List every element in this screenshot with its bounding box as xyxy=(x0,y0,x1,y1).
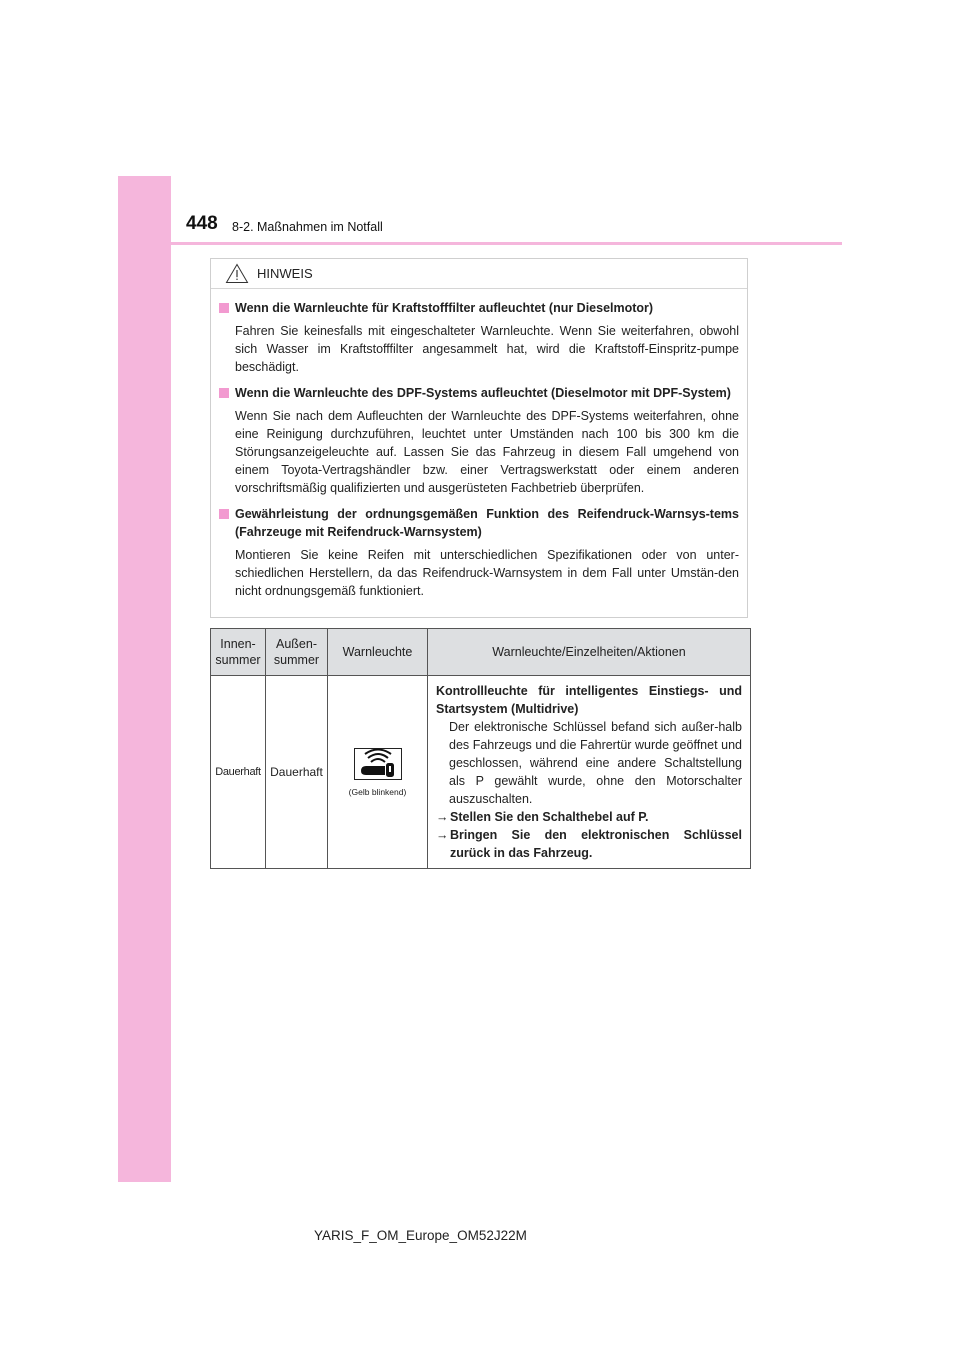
notice-item-text: Fahren Sie keinesfalls mit eingeschalteter Warnleuchte. Wenn Sie weiterfahren, obwohl sich Wasser im Kraftstofffilter angesammelt hat, wird die Kraftstoff-Einspritz-pumpe beschädigt. xyxy=(235,324,739,374)
table-header-row xyxy=(211,629,751,676)
table-row xyxy=(211,676,751,869)
square-bullet-icon xyxy=(219,509,229,519)
cell-inner-buzzer: Dauerhaft xyxy=(211,676,266,869)
notice-item-title: Gewährleistung der ordnungsgemäßen Funktion des Reifendruck-Warnsys-tems (Fahrzeuge mit Reifendruck-Warnsystem) xyxy=(219,505,739,541)
notice-item-title: Wenn die Warnleuchte des DPF-Systems aufleuchtet (Dieselmotor mit DPF-System) xyxy=(219,384,739,402)
page-number: 448 xyxy=(186,213,218,234)
notice-item-title: Wenn die Warnleuchte für Kraftstofffilter aufleuchtet (nur Dieselmotor) xyxy=(219,299,739,317)
square-bullet-icon xyxy=(219,388,229,398)
light-title: Kontrollleuchte für intelligentes Einstiegs- und Startsystem (Multidrive) xyxy=(436,684,742,716)
arrow-right-icon: → xyxy=(436,828,449,842)
notice-title: HINWEIS xyxy=(257,266,313,281)
cell-details-actions xyxy=(428,676,751,869)
notice-item-text: Montieren Sie keine Reifen mit unterschiedlichen Spezifikationen oder von unter-schiedlichen Herstellern, da das Reifendruck-Warnsystem in dem Fall unter Umstän-den nicht ordnungsgemäß funktioniert. xyxy=(235,548,739,598)
notice-header xyxy=(211,259,747,289)
header-divider xyxy=(171,242,842,245)
icon-caption: (Gelb blinkend) xyxy=(348,786,407,797)
cell-outer-buzzer: Dauerhaft xyxy=(266,676,328,869)
header-outer-buzzer: Außen-summer xyxy=(266,629,328,676)
notice-body xyxy=(211,289,747,600)
action-item: → Stellen Sie den Schalthebel auf P. xyxy=(436,810,649,824)
header-details-actions: Warnleuchte/Einzelheiten/Aktionen xyxy=(428,629,751,676)
cell-warning-light xyxy=(328,676,428,869)
square-bullet-icon xyxy=(219,303,229,313)
light-description: Der elektronische Schlüssel befand sich außer-halb des Fahrzeugs und die Fahrertür wurde geöffnet und geschlossen, während eine andere Schaltstellung als P gewählt wurde, ohne den Motorschalter auszuschalten. xyxy=(449,720,742,806)
smart-key-warning-icon xyxy=(354,748,402,783)
section-title: 8-2. Maßnahmen im Notfall xyxy=(232,220,383,234)
document-code: YARIS_F_OM_Europe_OM52J22M xyxy=(314,1228,527,1243)
arrow-right-icon: → xyxy=(436,810,449,824)
header-inner-buzzer: Innen-summer xyxy=(211,629,266,676)
warning-triangle-icon xyxy=(225,263,249,284)
side-tab-bar xyxy=(118,176,171,1182)
action-item: → Bringen Sie den elektronischen Schlüssel zurück in das Fahrzeug. xyxy=(436,828,742,860)
header-warning-light: Warnleuchte xyxy=(328,629,428,676)
warning-light-table xyxy=(210,628,751,869)
notice-item-text: Wenn Sie nach dem Aufleuchten der Warnleuchte des DPF-Systems weiterfahren, ohne eine Reinigung durchzuführen, leuchtet unter Umständen nach 100 bis 300 km die Störungsanzeigeleuchte auf. Lassen Sie das Fahrzeug in diesem Fall umgehend von einem Toyota-Vertragshändler bzw. einer Vertragswerkstatt oder einem anderen vorschriftsmäßig qualifizierten und ausgerüsteten Fachbetrieb überprüfen. xyxy=(235,409,739,495)
notice-box xyxy=(210,258,748,618)
